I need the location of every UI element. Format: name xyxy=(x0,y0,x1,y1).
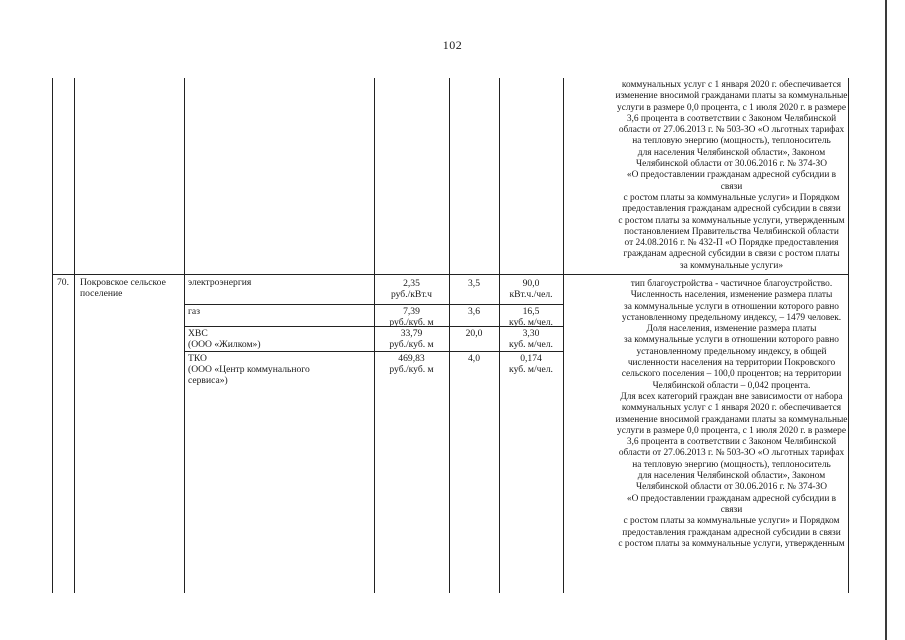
growth-index: 3,5 xyxy=(468,278,480,289)
scan-edge-line xyxy=(885,0,887,640)
service-name xyxy=(188,328,373,350)
tariff-number: 2,35 xyxy=(403,278,420,289)
growth-index: 4,0 xyxy=(468,353,480,364)
text-line: с ростом платы за коммунальные услуги, утвержденным xyxy=(618,538,845,549)
service-name: электроэнергия xyxy=(188,277,252,288)
service-name: газ xyxy=(188,306,200,317)
tariff-value xyxy=(374,328,449,350)
tariff-number: 7,39 xyxy=(403,306,420,317)
text-line: предоставления гражданам адресной субсидии в связи xyxy=(622,527,841,538)
text-line: Для всех категорий граждан вне зависимости от набора xyxy=(620,391,843,402)
consumption-volume xyxy=(499,353,563,375)
text-line: постановлением Правительства Челябинской области xyxy=(624,226,839,237)
text-line: сельского поселения – 100,0 процентов; на территории xyxy=(621,369,842,380)
consumption-volume xyxy=(499,306,563,328)
table-border-right xyxy=(848,78,849,593)
text-line: для населения Челябинской области», Законом xyxy=(637,471,826,482)
tariff-table xyxy=(52,78,849,593)
growth-index: 3,6 xyxy=(468,306,480,317)
text-line: коммунальных услуг с 1 января 2020 г. обеспечивается xyxy=(621,80,842,90)
text-line: за коммунальные услуги» xyxy=(679,260,784,271)
tariff-number: 33,79 xyxy=(400,328,423,339)
text-line: Челябинской области от 30.06.2016 г. № 374-ЗО xyxy=(636,482,827,493)
service-title: ХВС xyxy=(188,328,208,339)
text-line: от 24.08.2016 г. № 432-П «О Порядке предоставления xyxy=(624,238,839,249)
column-divider xyxy=(563,78,564,593)
text-line: гражданам адресной субсидии в связи с ростом платы xyxy=(623,249,840,260)
text-line: численности населения на территории Покровского xyxy=(627,358,836,369)
volume-unit: куб. м/чел. xyxy=(509,339,553,350)
tariff-number: 469,83 xyxy=(398,353,425,364)
text-line: 3,6 процента в соответствии с Законом Челябинской xyxy=(626,113,837,124)
text-line: Доля населения, изменение размера платы xyxy=(646,324,817,335)
service-provider: (ООО «Жилком») xyxy=(188,339,261,350)
row-notes xyxy=(615,279,848,550)
text-line: за коммунальные услуги в отношении которого равно xyxy=(623,301,839,312)
text-line: на тепловую энергию (мощность), теплоноситель xyxy=(632,136,831,147)
text-line: за коммунальные услуги в отношении которого равно xyxy=(623,335,839,346)
page-number: 102 xyxy=(442,38,463,52)
volume-number: 90,0 xyxy=(522,278,540,289)
text-line: с ростом платы за коммунальные услуги, утвержденным xyxy=(618,215,845,226)
tariff-unit: руб./куб. м xyxy=(389,317,434,328)
service-divider xyxy=(184,351,563,352)
text-line: Челябинской области – 0,042 процента. xyxy=(652,380,811,391)
service-title: ТКО xyxy=(188,353,207,364)
service-provider: (ООО «Центр коммунального сервиса») xyxy=(188,364,310,386)
text-line: на тепловую энергию (мощность), теплоноситель xyxy=(632,459,831,470)
service-name xyxy=(188,353,338,386)
consumption-volume xyxy=(499,328,563,350)
text-line: для населения Челябинской области», Законом xyxy=(637,147,826,158)
continued-text xyxy=(615,80,848,272)
tariff-unit: руб./куб. м xyxy=(389,339,434,350)
municipality-name: Покровское сельское поселение xyxy=(80,277,166,299)
text-line: с ростом платы за коммунальные услуги» и Порядком xyxy=(623,192,840,203)
text-line: «О предоставлении гражданам адресной субсидии в связи xyxy=(626,493,837,515)
text-line: услуги в размере 0,0 процента, с 1 июля 2020 г. в размере xyxy=(617,102,846,113)
text-line: изменение вносимой гражданами платы за коммунальные xyxy=(615,414,848,425)
text-line: коммунальных услуг с 1 января 2020 г. обеспечивается xyxy=(621,403,842,414)
text-line: с ростом платы за коммунальные услуги» и Порядком xyxy=(623,516,840,527)
volume-number: 0,174 xyxy=(520,353,542,364)
text-line: установленному предельному индексу, – 1479 человек. xyxy=(621,312,842,323)
text-line: 3,6 процента в соответствии с Законом Челябинской xyxy=(626,437,837,448)
row-number: 70. xyxy=(57,277,69,288)
volume-number: 16,5 xyxy=(522,306,540,317)
text-line: Челябинской области от 30.06.2016 г. № 374-ЗО xyxy=(636,159,827,170)
text-line: предоставления гражданам адресной субсидии в связи xyxy=(622,204,841,215)
tariff-unit: руб./куб. м xyxy=(389,364,434,375)
text-line: услуги в размере 0,0 процента, с 1 июля 2020 г. в размере xyxy=(617,425,846,436)
column-divider xyxy=(74,78,75,593)
service-divider xyxy=(184,304,563,305)
tariff-value xyxy=(374,278,449,300)
row-divider xyxy=(52,274,849,275)
tariff-value xyxy=(374,353,449,375)
text-line: тип благоустройства - частичное благоустройство. xyxy=(630,279,833,289)
text-line: области от 27.06.2013 г. № 503-ЗО «О льготных тарифах xyxy=(618,125,845,136)
text-line: изменение вносимой гражданами платы за коммунальные xyxy=(615,91,848,102)
consumption-volume xyxy=(499,278,563,300)
volume-unit: куб. м/чел. xyxy=(509,317,553,328)
volume-unit: куб. м/чел. xyxy=(509,364,553,375)
growth-index: 20,0 xyxy=(465,328,483,339)
text-line: Численность населения, изменение размера платы xyxy=(630,290,833,301)
volume-unit: кВт.ч./чел. xyxy=(509,289,553,300)
tariff-unit: руб./кВт.ч xyxy=(390,289,433,300)
text-line: области от 27.06.2013 г. № 503-ЗО «О льготных тарифах xyxy=(618,448,845,459)
text-line: «О предоставлении гражданам адресной субсидии в связи xyxy=(626,170,837,192)
tariff-value xyxy=(374,306,449,328)
volume-number: 3,30 xyxy=(522,328,540,339)
column-divider xyxy=(184,78,185,593)
table-border-left xyxy=(52,78,53,593)
text-line: установленному предельному индексу, в общей xyxy=(636,346,827,357)
